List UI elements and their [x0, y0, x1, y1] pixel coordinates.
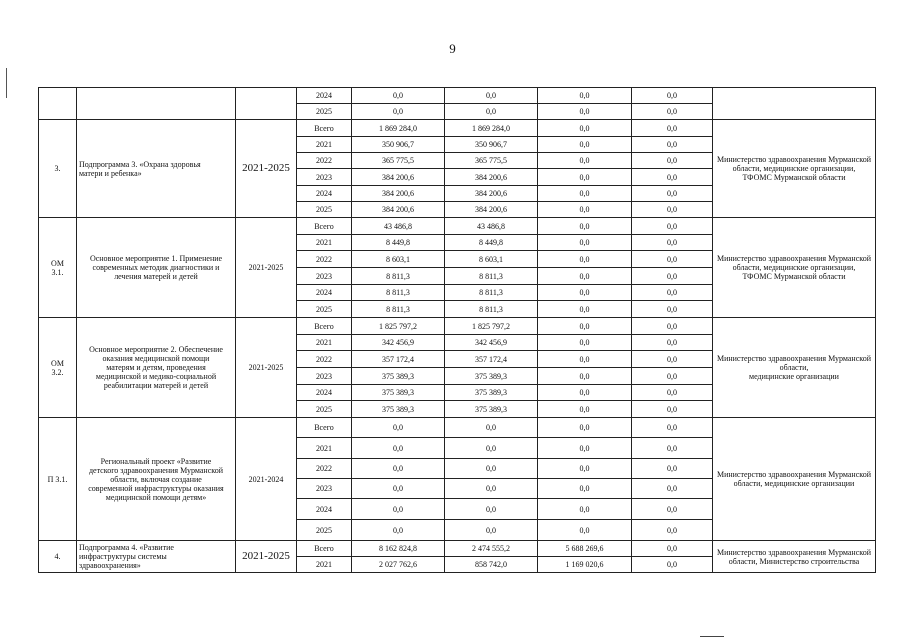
- text-line: области, включая создание: [110, 474, 202, 484]
- text-line: медицинские организации: [749, 372, 839, 381]
- text-line: области, медицинские организации,: [732, 263, 856, 272]
- year-cell: Всего: [297, 218, 352, 235]
- other-cell: 0,0: [632, 418, 713, 438]
- text-line: 3.2.: [51, 367, 64, 377]
- text-line: Министерство здравоохранения Мурманской: [716, 155, 872, 164]
- other-cell: 0,0: [632, 235, 713, 251]
- year-cell: 2022: [297, 153, 352, 169]
- year-cell: 2024: [297, 385, 352, 401]
- other-cell: 0,0: [632, 541, 713, 557]
- period-cell: 2021-2025: [236, 318, 297, 418]
- year-cell: 2025: [297, 104, 352, 120]
- total-cell: 8 603,1: [352, 251, 445, 268]
- regional-cell: 375 389,3: [445, 401, 538, 418]
- other-cell: 0,0: [632, 186, 713, 202]
- text-line: ОМ: [51, 258, 64, 268]
- program-name-cell: [77, 541, 236, 573]
- federal-cell: 0,0: [538, 401, 632, 418]
- federal-cell: 0,0: [538, 88, 632, 104]
- total-cell: 342 456,9: [352, 335, 445, 351]
- text-line: оказания медицинской помощи: [102, 354, 210, 363]
- year-cell: Всего: [297, 318, 352, 335]
- total-cell: 2 027 762,6: [352, 557, 445, 573]
- total-cell: 1 825 797,2: [352, 318, 445, 335]
- other-cell: 0,0: [632, 285, 713, 301]
- federal-cell: 0,0: [538, 153, 632, 169]
- federal-cell: 0,0: [538, 368, 632, 385]
- year-cell: 2021: [297, 235, 352, 251]
- regional-cell: 8 811,3: [445, 268, 538, 285]
- text-line: детского здравоохранения Мурманской: [88, 465, 224, 475]
- year-cell: 2021: [297, 557, 352, 573]
- other-cell: 0,0: [632, 218, 713, 235]
- table-row: [39, 218, 876, 235]
- federal-cell: 0,0: [538, 137, 632, 153]
- total-cell: 0,0: [352, 438, 445, 459]
- other-cell: 0,0: [632, 153, 713, 169]
- other-cell: 0,0: [632, 202, 713, 218]
- table-row: [39, 88, 876, 104]
- program-name-cell: [77, 218, 236, 318]
- other-cell: 0,0: [632, 137, 713, 153]
- total-cell: 384 200,6: [352, 186, 445, 202]
- federal-cell: 0,0: [538, 169, 632, 186]
- other-cell: 0,0: [632, 438, 713, 459]
- year-cell: Всего: [297, 418, 352, 438]
- regional-cell: 0,0: [445, 520, 538, 541]
- total-cell: 375 389,3: [352, 385, 445, 401]
- federal-cell: 0,0: [538, 218, 632, 235]
- year-cell: 2021: [297, 335, 352, 351]
- text-line: Министерство здравоохранения Мурманской: [716, 547, 872, 557]
- page-number: 9: [449, 41, 456, 56]
- other-cell: 0,0: [632, 251, 713, 268]
- regional-cell: 0,0: [445, 104, 538, 120]
- other-cell: 0,0: [632, 169, 713, 186]
- other-cell: 0,0: [632, 401, 713, 418]
- federal-cell: 0,0: [538, 418, 632, 438]
- other-cell: 0,0: [632, 385, 713, 401]
- federal-cell: 0,0: [538, 520, 632, 541]
- text-line: Основное мероприятие 2. Обеспечение: [89, 345, 223, 354]
- responsible-executor-cell: [713, 120, 876, 218]
- total-cell: 0,0: [352, 88, 445, 104]
- year-cell: 2023: [297, 479, 352, 499]
- other-cell: 0,0: [632, 479, 713, 499]
- regional-cell: 375 389,3: [445, 368, 538, 385]
- other-cell: 0,0: [632, 88, 713, 104]
- regional-cell: 0,0: [445, 88, 538, 104]
- regional-cell: 0,0: [445, 499, 538, 520]
- responsible-executor-cell: [713, 218, 876, 318]
- total-cell: 8 162 824,8: [352, 541, 445, 557]
- regional-cell: 858 742,0: [445, 557, 538, 573]
- program-name-cell: [77, 418, 236, 541]
- federal-cell: 0,0: [538, 120, 632, 137]
- item-number-cell: [39, 218, 77, 318]
- federal-cell: 0,0: [538, 104, 632, 120]
- federal-cell: 0,0: [538, 301, 632, 318]
- year-cell: 2022: [297, 251, 352, 268]
- text-line: медицинской и медико-социальной: [95, 372, 217, 381]
- year-cell: 2023: [297, 169, 352, 186]
- year-cell: 2023: [297, 368, 352, 385]
- other-cell: 0,0: [632, 368, 713, 385]
- federal-cell: 0,0: [538, 268, 632, 285]
- regional-cell: 8 449,8: [445, 235, 538, 251]
- text-line: Подпрограмма 4. «Развитие: [79, 543, 174, 552]
- federal-cell: 0,0: [538, 479, 632, 499]
- regional-cell: 0,0: [445, 479, 538, 499]
- text-line: ТФОМС Мурманской области: [742, 173, 846, 182]
- regional-cell: 342 456,9: [445, 335, 538, 351]
- year-cell: 2022: [297, 459, 352, 479]
- total-cell: 0,0: [352, 104, 445, 120]
- total-cell: 0,0: [352, 418, 445, 438]
- regional-cell: 43 486,8: [445, 218, 538, 235]
- total-cell: 357 172,4: [352, 351, 445, 368]
- regional-cell: 8 603,1: [445, 251, 538, 268]
- other-cell: 0,0: [632, 335, 713, 351]
- text-line: 3.1.: [51, 267, 64, 277]
- text-line: Министерство здравоохранения Мурманской: [716, 254, 872, 263]
- program-name-cell: [77, 120, 236, 218]
- regional-cell: 365 775,5: [445, 153, 538, 169]
- item-number-cell: [39, 88, 77, 120]
- year-cell: 2024: [297, 186, 352, 202]
- period-cell: [236, 88, 297, 120]
- period-cell: 2021-2025: [236, 218, 297, 318]
- federal-cell: 0,0: [538, 385, 632, 401]
- federal-cell: 0,0: [538, 285, 632, 301]
- federal-cell: 0,0: [538, 202, 632, 218]
- regional-cell: 357 172,4: [445, 351, 538, 368]
- regional-cell: 8 811,3: [445, 285, 538, 301]
- total-cell: 1 869 284,0: [352, 120, 445, 137]
- responsible-executor-cell: [713, 318, 876, 418]
- responsible-executor-cell: [713, 541, 876, 573]
- budget-table: [38, 87, 876, 573]
- regional-cell: 0,0: [445, 459, 538, 479]
- total-cell: 350 906,7: [352, 137, 445, 153]
- year-cell: 2025: [297, 401, 352, 418]
- program-name-cell: [77, 88, 236, 120]
- text-line: области,: [779, 363, 809, 372]
- total-cell: 8 811,3: [352, 285, 445, 301]
- text-line: здравоохранения»: [79, 561, 141, 570]
- regional-cell: 1 825 797,2: [445, 318, 538, 335]
- text-line: Министерство здравоохранения Мурманской: [716, 470, 872, 479]
- total-cell: 375 389,3: [352, 401, 445, 418]
- period-cell: 2021-2025: [236, 541, 297, 573]
- text-line: матерям и детям, проведения: [106, 363, 206, 372]
- federal-cell: 0,0: [538, 351, 632, 368]
- table-row: [39, 318, 876, 335]
- table-row: [39, 418, 876, 438]
- year-cell: Всего: [297, 120, 352, 137]
- regional-cell: 375 389,3: [445, 385, 538, 401]
- regional-cell: 0,0: [445, 438, 538, 459]
- federal-cell: 0,0: [538, 438, 632, 459]
- federal-cell: 0,0: [538, 235, 632, 251]
- text-line: области, Министерство строительства: [728, 556, 860, 566]
- text-line: ОМ: [51, 358, 64, 368]
- federal-cell: 0,0: [538, 318, 632, 335]
- total-cell: 8 811,3: [352, 268, 445, 285]
- text-line: лечения матерей и детей: [114, 272, 198, 281]
- regional-cell: 0,0: [445, 418, 538, 438]
- total-cell: 0,0: [352, 499, 445, 520]
- federal-cell: 0,0: [538, 499, 632, 520]
- text-line: современной инфраструктуры оказания: [88, 483, 224, 493]
- text-line: области, медицинские организации,: [732, 164, 856, 173]
- period-cell: 2021-2024: [236, 418, 297, 541]
- regional-cell: 2 474 555,2: [445, 541, 538, 557]
- total-cell: 43 486,8: [352, 218, 445, 235]
- year-cell: 2025: [297, 520, 352, 541]
- total-cell: 0,0: [352, 479, 445, 499]
- year-cell: 2021: [297, 137, 352, 153]
- responsible-executor-cell: [713, 88, 876, 120]
- text-line: Региональный проект «Развитие: [100, 456, 212, 466]
- text-line: области, медицинские организации: [733, 479, 855, 488]
- total-cell: 365 775,5: [352, 153, 445, 169]
- total-cell: 384 200,6: [352, 169, 445, 186]
- other-cell: 0,0: [632, 351, 713, 368]
- total-cell: 0,0: [352, 459, 445, 479]
- other-cell: 0,0: [632, 459, 713, 479]
- text-line: матери и ребенка»: [79, 168, 142, 178]
- text-line: реабилитации матерей и детей: [103, 381, 209, 390]
- total-cell: 384 200,6: [352, 202, 445, 218]
- scan-margin-mark: [6, 68, 7, 98]
- year-cell: 2025: [297, 202, 352, 218]
- other-cell: 0,0: [632, 499, 713, 520]
- text-line: Министерство здравоохранения Мурманской: [716, 354, 872, 363]
- text-line: ТФОМС Мурманской области: [742, 272, 846, 281]
- year-cell: 2021: [297, 438, 352, 459]
- regional-cell: 384 200,6: [445, 202, 538, 218]
- federal-cell: 0,0: [538, 186, 632, 202]
- year-cell: 2024: [297, 499, 352, 520]
- text-line: Основное мероприятие 1. Применение: [89, 254, 223, 263]
- year-cell: 2022: [297, 351, 352, 368]
- total-cell: 0,0: [352, 520, 445, 541]
- year-cell: 2024: [297, 88, 352, 104]
- responsible-executor-cell: [713, 418, 876, 541]
- text-line: медицинской помощи детям»: [105, 492, 207, 502]
- scan-bottom-mark: [700, 636, 724, 637]
- other-cell: 0,0: [632, 301, 713, 318]
- year-cell: 2023: [297, 268, 352, 285]
- federal-cell: 5 688 269,6: [538, 541, 632, 557]
- regional-cell: 384 200,6: [445, 169, 538, 186]
- regional-cell: 350 906,7: [445, 137, 538, 153]
- item-number-cell: 4.: [39, 541, 77, 573]
- text-line: инфраструктуры системы: [79, 552, 167, 561]
- table-row: [39, 120, 876, 137]
- other-cell: 0,0: [632, 318, 713, 335]
- regional-cell: 8 811,3: [445, 301, 538, 318]
- total-cell: 8 449,8: [352, 235, 445, 251]
- federal-cell: 0,0: [538, 459, 632, 479]
- text-line: Подпрограмма 3. «Охрана здоровья: [79, 159, 201, 169]
- regional-cell: 384 200,6: [445, 186, 538, 202]
- federal-cell: 1 169 020,6: [538, 557, 632, 573]
- other-cell: 0,0: [632, 557, 713, 573]
- other-cell: 0,0: [632, 104, 713, 120]
- regional-cell: 1 869 284,0: [445, 120, 538, 137]
- other-cell: 0,0: [632, 268, 713, 285]
- other-cell: 0,0: [632, 520, 713, 541]
- text-line: современных методик диагностики и: [92, 263, 220, 272]
- year-cell: 2024: [297, 285, 352, 301]
- year-cell: Всего: [297, 541, 352, 557]
- total-cell: 8 811,3: [352, 301, 445, 318]
- item-number-cell: [39, 318, 77, 418]
- program-name-cell: [77, 318, 236, 418]
- item-number-cell: П 3.1.: [39, 418, 77, 541]
- table-row: [39, 541, 876, 557]
- federal-cell: 0,0: [538, 335, 632, 351]
- total-cell: 375 389,3: [352, 368, 445, 385]
- federal-cell: 0,0: [538, 251, 632, 268]
- item-number-cell: 3.: [39, 120, 77, 218]
- other-cell: 0,0: [632, 120, 713, 137]
- year-cell: 2025: [297, 301, 352, 318]
- period-cell: 2021-2025: [236, 120, 297, 218]
